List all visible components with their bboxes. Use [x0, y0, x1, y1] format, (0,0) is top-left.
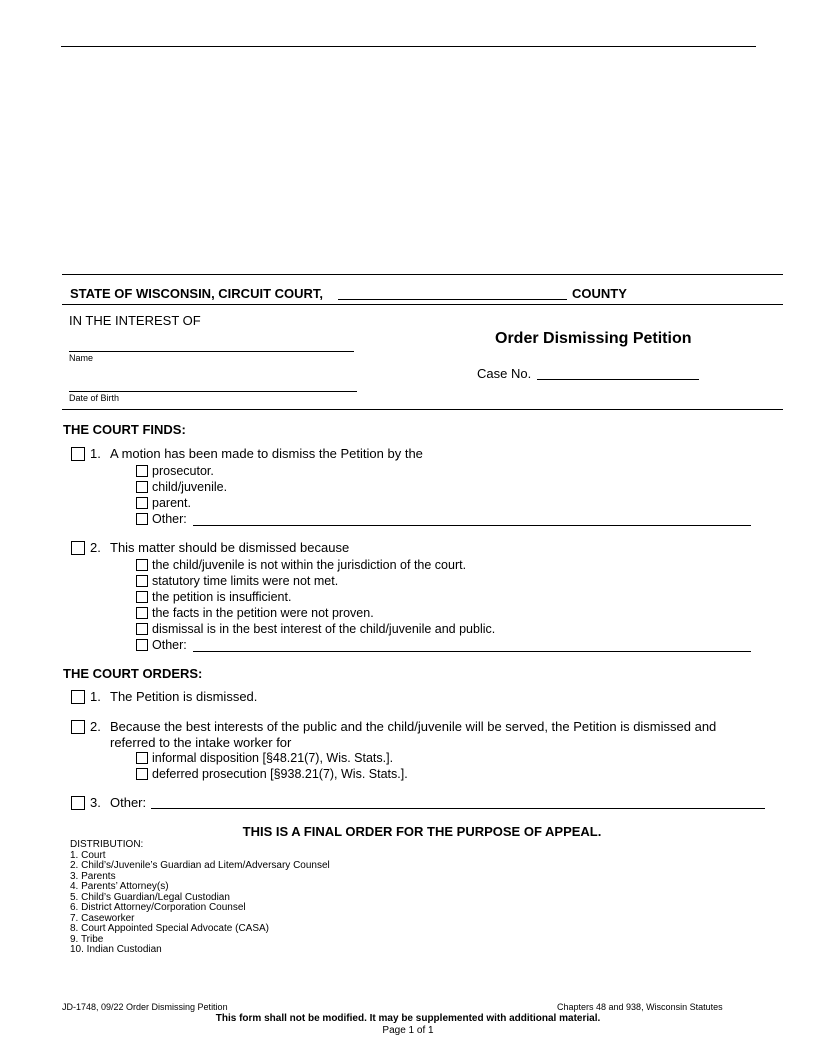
finds-2-time-limits-label: statutory time limits were not met. [152, 574, 339, 588]
orders-3-checkbox[interactable] [71, 796, 85, 810]
orders-2-deferred-label: deferred prosecution [§938.21(7), Wis. Stats.]. [152, 767, 408, 781]
finds-2-jurisdiction-label: the child/juvenile is not within the jurisdiction of the court. [152, 558, 467, 572]
name-input[interactable] [69, 351, 354, 352]
finds-1-prosecutor-label: prosecutor. [152, 464, 214, 478]
dob-label: Date of Birth [69, 393, 120, 403]
finds-2-number: 2. [90, 540, 101, 555]
finds-2-not-proven-label: the facts in the petition were not proven. [152, 606, 374, 620]
name-label: Name [69, 353, 94, 363]
dob-input[interactable] [69, 391, 357, 392]
statutes-reference: Chapters 48 and 938, Wisconsin Statutes [557, 1002, 723, 1012]
distribution-item: 4. Parents’ Attorney(s) [70, 881, 169, 892]
orders-2-informal-checkbox[interactable] [136, 752, 148, 764]
finds-1-text: A motion has been made to dismiss the Petition by the [110, 446, 423, 461]
distribution-item: 3. Parents [70, 870, 116, 882]
finds-2-text: This matter should be dismissed because [110, 540, 350, 555]
orders-3-number: 3. [90, 795, 101, 810]
orders-2-text-line2: referred to the intake worker for [110, 735, 292, 750]
finds-1-other-input[interactable] [193, 525, 751, 526]
distribution-item: 7. Caseworker [70, 912, 135, 924]
finds-1-child-label: child/juvenile. [152, 480, 228, 494]
caption-top-rule [62, 274, 783, 275]
orders-2-text-line1: Because the best interests of the public and the child/juvenile will be served, the Petition is dismissed and [110, 719, 717, 734]
caption-mid-rule [62, 304, 783, 305]
form-id: JD-1748, 09/22 Order Dismissing Petition [62, 1002, 228, 1012]
orders-3-text: Other: [110, 795, 147, 810]
finds-1-parent-label: parent. [152, 496, 191, 510]
county-input[interactable] [338, 299, 567, 300]
form-title: Order Dismissing Petition [495, 330, 692, 347]
in-interest-label: IN THE INTEREST OF [69, 313, 201, 328]
distribution-item: 8. Court Appointed Special Advocate (CASA) [70, 923, 270, 934]
distribution-item: 9. Tribe [70, 933, 104, 945]
finds-1-checkbox[interactable] [71, 447, 85, 461]
finds-1-child-checkbox[interactable] [136, 481, 148, 493]
finds-2-insufficient-checkbox[interactable] [136, 591, 148, 603]
court-finds-heading: THE COURT FINDS: [63, 422, 186, 437]
finds-2-best-interest-label: dismissal is in the best interest of the child/juvenile and public. [152, 622, 496, 636]
finds-1-parent-checkbox[interactable] [136, 497, 148, 509]
finds-1-other-checkbox[interactable] [136, 513, 148, 525]
finds-1-number: 1. [90, 446, 101, 461]
orders-3-other-input[interactable] [151, 808, 765, 809]
distribution-item: 5. Child’s Guardian/Legal Custodian [70, 891, 230, 903]
finds-2-other-label: Other: [152, 638, 187, 652]
orders-1-number: 1. [90, 689, 101, 704]
distribution-heading: DISTRIBUTION: [70, 839, 144, 850]
distribution-item: 6. District Attorney/Corporation Counsel [70, 902, 246, 913]
orders-1-checkbox[interactable] [71, 690, 85, 704]
modification-notice: This form shall not be modified. It may be supplemented with additional material. [215, 1013, 601, 1024]
orders-2-number: 2. [90, 719, 101, 734]
finds-2-other-checkbox[interactable] [136, 639, 148, 651]
final-order-notice: THIS IS A FINAL ORDER FOR THE PURPOSE OF APPEAL. [242, 824, 602, 839]
top-rule [61, 46, 756, 47]
finds-2-other-input[interactable] [193, 651, 751, 652]
finds-2-best-interest-checkbox[interactable] [136, 623, 148, 635]
distribution-block [70, 840, 330, 956]
distribution-item: 2. Child’s/Juvenile’s Guardian ad Litem/Adversary Counsel [70, 860, 330, 871]
orders-2-informal-label: informal disposition [§48.21(7), Wis. Stats.]. [152, 751, 394, 765]
orders-1-text: The Petition is dismissed. [110, 689, 258, 704]
orders-2-checkbox[interactable] [71, 720, 85, 734]
caption-bottom-rule [62, 409, 783, 410]
page-number: Page 1 of 1 [382, 1025, 434, 1036]
case-no-input[interactable] [537, 379, 699, 380]
court-orders-heading: THE COURT ORDERS: [63, 666, 203, 681]
finds-2-not-proven-checkbox[interactable] [136, 607, 148, 619]
county-label: COUNTY [572, 286, 627, 301]
finds-1-other-label: Other: [152, 512, 187, 526]
state-court-label: STATE OF WISCONSIN, CIRCUIT COURT, [70, 286, 324, 301]
distribution-item: 1. Court [70, 849, 106, 861]
orders-2-deferred-checkbox[interactable] [136, 768, 148, 780]
distribution-item: 10. Indian Custodian [70, 944, 162, 955]
finds-1-prosecutor-checkbox[interactable] [136, 465, 148, 477]
finds-2-jurisdiction-checkbox[interactable] [136, 559, 148, 571]
finds-2-insufficient-label: the petition is insufficient. [152, 590, 292, 604]
finds-2-time-limits-checkbox[interactable] [136, 575, 148, 587]
finds-2-checkbox[interactable] [71, 541, 85, 555]
case-no-label: Case No. [477, 366, 532, 381]
